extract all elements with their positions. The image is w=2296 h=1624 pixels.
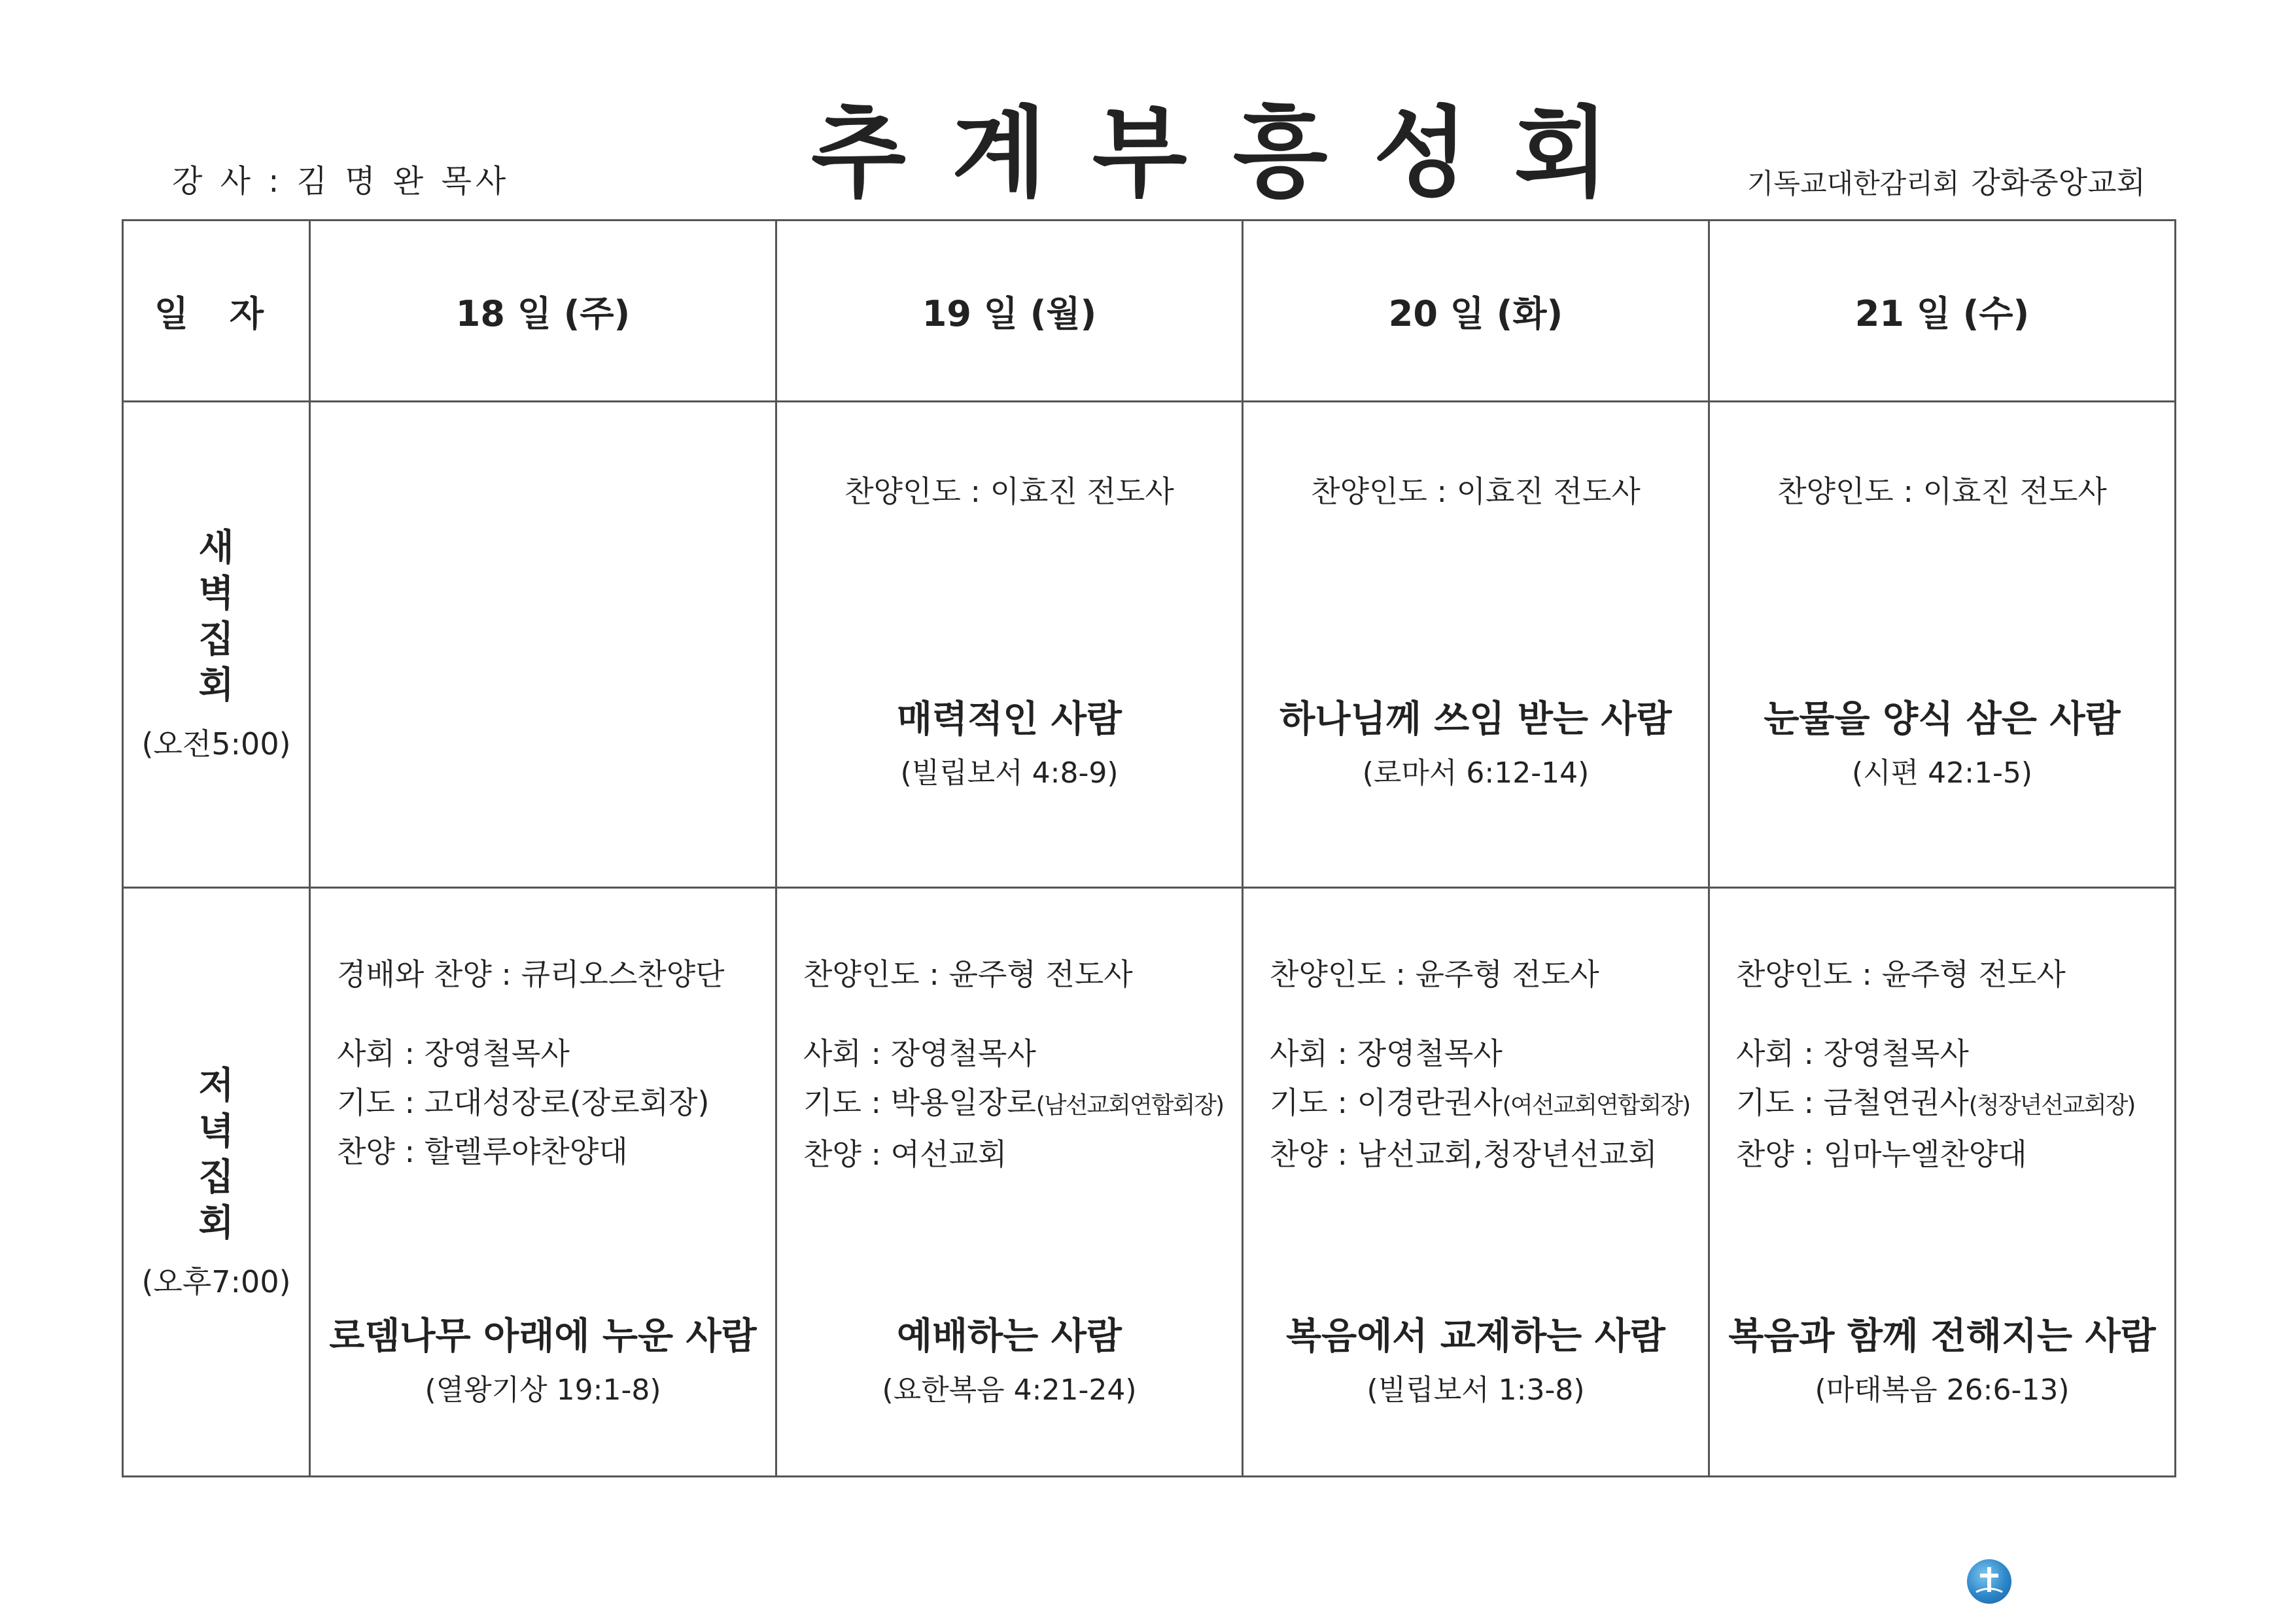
label-char: 녁	[198, 1110, 234, 1153]
host-line: 사회 : 장영철목사	[803, 1036, 1036, 1071]
scripture-ref: (빌립보서 4:8-9)	[900, 756, 1119, 790]
praise-leader: 찬양인도 : 윤주형 전도사	[1270, 957, 1599, 992]
sermon-title: 복음과 함께 전해지는 사람	[1728, 1315, 2156, 1358]
prayer-line: 기도 : 이경란권사(여선교회연합회장)	[1270, 1085, 1690, 1120]
dawn-cell-20	[1243, 402, 1709, 888]
prayer-line: 기도 : 박용일장로(남선교회연합회장)	[803, 1085, 1224, 1120]
schedule-table	[122, 219, 2176, 1477]
scripture-ref: (요한복음 4:21-24)	[882, 1373, 1137, 1407]
evening-cell-19	[776, 888, 1243, 1477]
sermon-title: 매력적인 사람	[896, 698, 1122, 741]
evening-service-label	[123, 888, 310, 1477]
service-details	[1736, 1029, 2134, 1179]
scripture-ref: (로마서 6:12-14)	[1362, 756, 1590, 790]
evening-cell-18	[310, 888, 776, 1477]
day-header-20: 20 일 (화)	[1243, 221, 1709, 402]
evening-service-time: (오후7:00)	[141, 1263, 291, 1299]
praise-leader: 찬양인도 : 윤주형 전도사	[803, 957, 1133, 992]
dawn-service-row	[123, 402, 2176, 888]
label-char: 벽	[198, 573, 234, 615]
sermon-title: 로뎀나무 아래에 누운 사람	[329, 1315, 757, 1358]
sermon-title: 예배하는 사람	[896, 1315, 1122, 1358]
evening-cell-21	[1709, 888, 2176, 1477]
sermon-title: 눈물을 양식 삼은 사람	[1764, 698, 2121, 741]
label-char: 집	[198, 618, 234, 661]
label-char: 회	[198, 664, 234, 707]
prayer-line: 기도 : 고대성장로(장로회장)	[337, 1085, 710, 1120]
praise-line: 찬양 : 할렐루야찬양대	[337, 1134, 628, 1169]
dawn-service-time: (오전5:00)	[141, 726, 291, 762]
service-details	[1270, 1029, 1690, 1179]
denomination: 기독교대한감리회	[1747, 168, 1960, 200]
church-name: 강화중앙교회	[1971, 165, 2146, 200]
praise-leader: 찬양인도 : 이효진 전도사	[1777, 474, 2107, 509]
day-header-21: 21 일 (수)	[1709, 221, 2176, 402]
scripture-ref: (마태복음 26:6-13)	[1815, 1373, 2070, 1407]
church-info	[1747, 159, 2146, 202]
host-line: 사회 : 장영철목사	[337, 1036, 570, 1071]
scripture-ref: (열왕기상 19:1-8)	[425, 1373, 661, 1407]
praise-line: 찬양 : 남선교회,청장년선교회	[1270, 1137, 1658, 1172]
page-title: 추계부흥성회	[811, 97, 1655, 211]
praise-leader: 찬양인도 : 이효진 전도사	[1311, 474, 1641, 509]
dawn-cell-18	[310, 402, 776, 888]
evening-service-row	[123, 888, 2176, 1477]
praise-leader: 찬양인도 : 이효진 전도사	[844, 474, 1174, 509]
label-char: 회	[198, 1201, 234, 1244]
day-header-19: 19 일 (월)	[776, 221, 1243, 402]
dawn-cell-21	[1709, 402, 2176, 888]
prayer-line: 기도 : 금철연권사(청장년선교회장)	[1736, 1085, 2135, 1120]
date-header: 일 자	[123, 221, 310, 402]
label-char: 집	[198, 1156, 234, 1199]
service-details	[803, 1029, 1223, 1179]
church-logo-icon	[1967, 1559, 2011, 1604]
sermon-title: 하나님께 쓰임 받는 사람	[1279, 698, 1672, 741]
scripture-ref: (시편 42:1-5)	[1851, 756, 2032, 790]
label-char: 새	[198, 527, 234, 569]
dawn-cell-19	[776, 402, 1243, 888]
praise-line: 찬양 : 여선교회	[803, 1137, 1007, 1172]
header-row	[123, 221, 2176, 402]
service-details	[337, 1029, 709, 1176]
speaker-label: 강 사 : 김 명 완 목사	[172, 163, 510, 200]
praise-leader: 찬양인도 : 윤주형 전도사	[1736, 957, 2066, 992]
scripture-ref: (빌립보서 1:3-8)	[1366, 1373, 1585, 1407]
praise-leader: 경배와 찬양 : 큐리오스찬양단	[337, 957, 725, 992]
host-line: 사회 : 장영철목사	[1270, 1036, 1503, 1071]
day-header-18: 18 일 (주)	[310, 221, 776, 402]
dawn-service-label	[123, 402, 310, 888]
praise-line: 찬양 : 임마누엘찬양대	[1736, 1137, 2027, 1172]
label-char: 저	[198, 1064, 234, 1107]
sermon-title: 복음에서 교제하는 사람	[1286, 1315, 1665, 1358]
evening-cell-20	[1243, 888, 1709, 1477]
host-line: 사회 : 장영철목사	[1736, 1036, 1969, 1071]
